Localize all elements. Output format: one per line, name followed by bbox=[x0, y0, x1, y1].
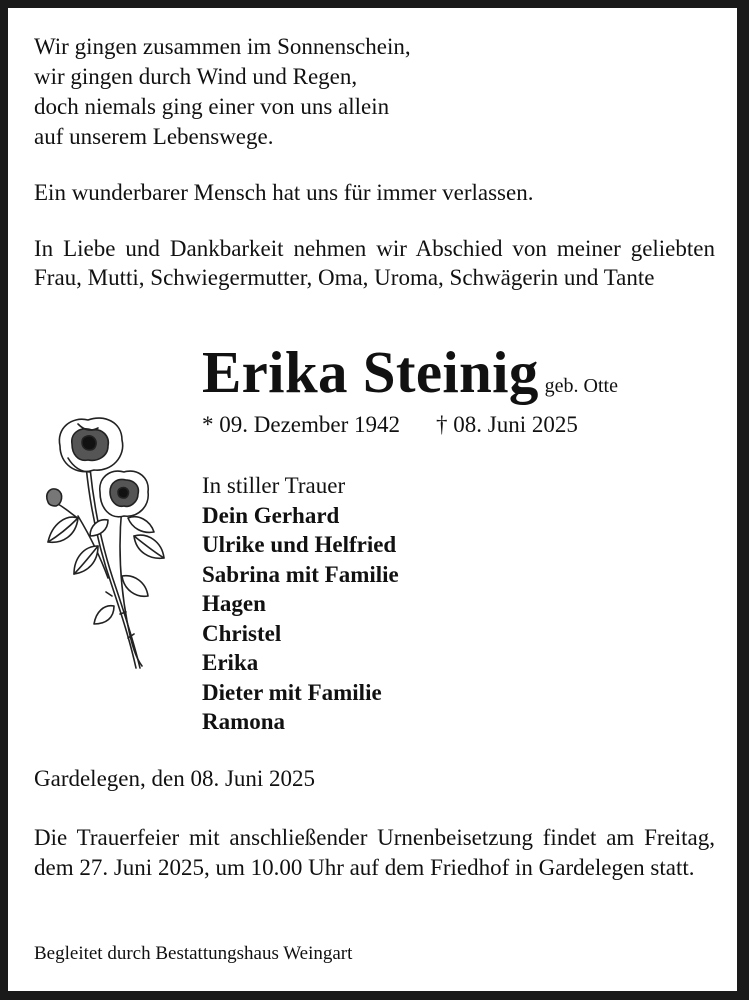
statement: Ein wunderbarer Mensch hat uns für immer verlassen. bbox=[34, 180, 534, 205]
mourners-list bbox=[202, 471, 399, 737]
mourner-name: Hagen bbox=[202, 591, 266, 616]
rose-icon bbox=[38, 406, 168, 674]
birth-name: geb. Otte bbox=[544, 375, 618, 397]
mourner-name: Dieter mit Familie bbox=[202, 679, 382, 705]
poem-line: wir gingen durch Wind und Regen, bbox=[34, 64, 358, 89]
death-date: † 08. Juni 2025 bbox=[436, 412, 578, 437]
mourner-name: Christel bbox=[202, 620, 282, 646]
poem-line: auf unserem Lebenswege. bbox=[34, 124, 274, 149]
mourner-name: Dein Gerhard bbox=[202, 502, 340, 528]
mourners-intro: In stiller Trauer bbox=[202, 473, 346, 498]
birth-date: * 09. Dezember 1942 bbox=[202, 412, 400, 437]
place-date: Gardelegen, den 08. Juni 2025 bbox=[34, 766, 316, 791]
mourner-name: Erika bbox=[202, 650, 259, 675]
mourner-name: Ulrike und Helfried bbox=[202, 532, 397, 557]
deceased-name-block bbox=[202, 338, 618, 407]
deceased-name: Erika Steinig bbox=[202, 339, 539, 405]
mourner-name: Ramona bbox=[202, 709, 286, 734]
life-dates bbox=[202, 412, 578, 438]
obituary-notice bbox=[8, 8, 737, 991]
service-notice: Die Trauerfeier mit anschließender Urnenbeisetzung findet am Freitag, dem 27. Juni 2025, um 10.00 Uhr auf dem Friedhof in Gardelegen statt. bbox=[34, 825, 715, 880]
poem-line: Wir gingen zusammen im Sonnenschein, bbox=[34, 34, 411, 59]
mourner-name: Sabrina mit Familie bbox=[202, 561, 399, 587]
poem-line: doch niemals ging einer von uns allein bbox=[34, 94, 390, 119]
funeral-home: Begleitet durch Bestattungshaus Weingart bbox=[34, 943, 353, 964]
farewell-text: In Liebe und Dankbarkeit nehmen wir Abschied von meiner geliebten Frau, Mutti, Schwiegermutter, Oma, Uroma, Schwägerin und Tante bbox=[34, 236, 715, 290]
poem bbox=[34, 32, 411, 152]
